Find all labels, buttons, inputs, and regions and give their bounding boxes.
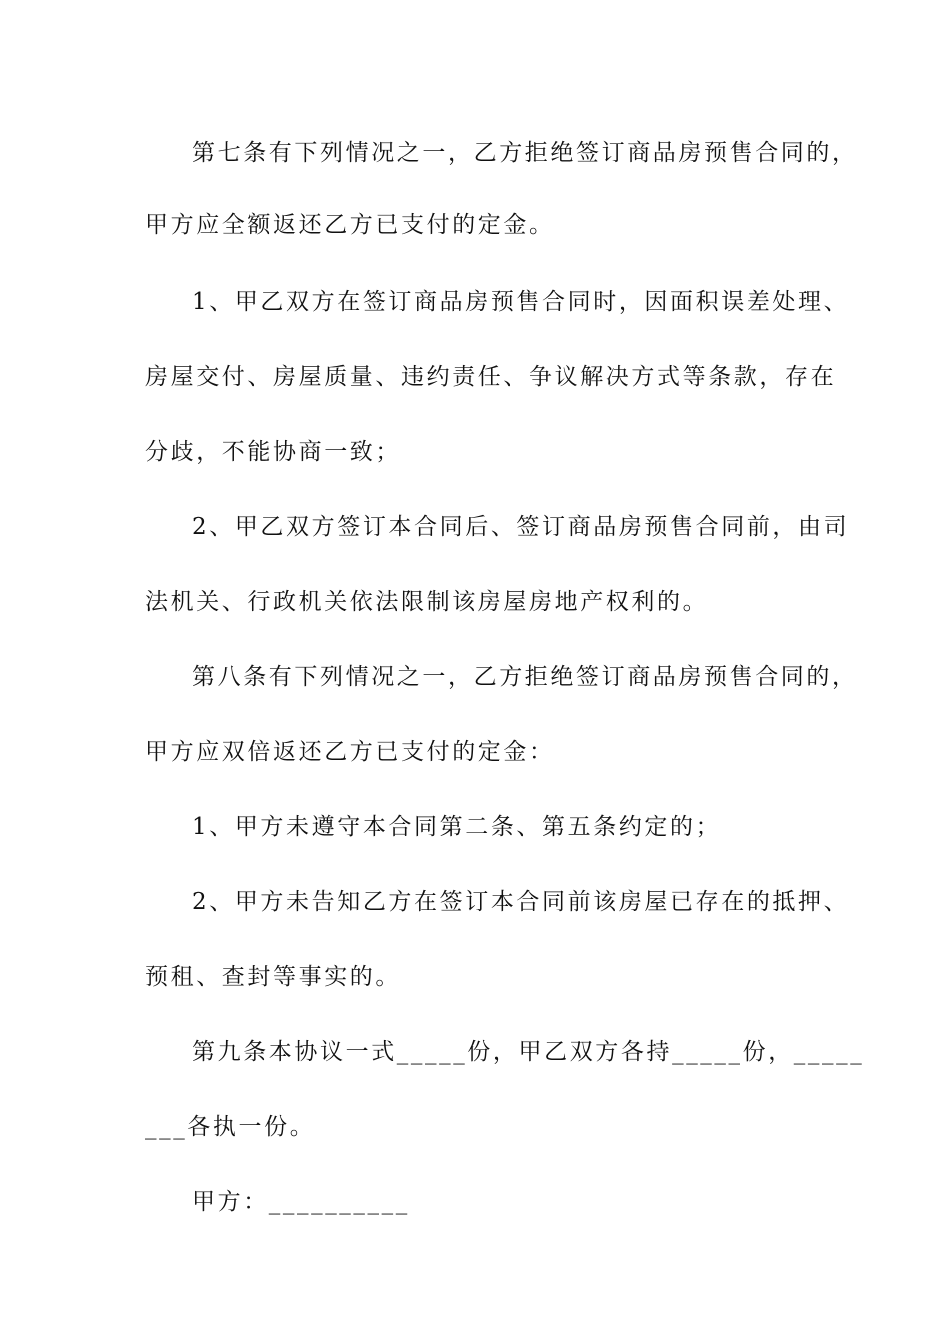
article-8-line-2: 甲方应双倍返还乙方已支付的定金：: [145, 739, 555, 765]
party-a-signature-line: 甲方：__________: [192, 1189, 410, 1215]
article-7-line-1: 第七条有下列情况之一，乙方拒绝签订商品房预售合同的，: [192, 140, 858, 166]
article-7-line-2: 甲方应全额返还乙方已支付的定金。: [145, 212, 555, 238]
article-7-item-1-line-3: 分歧，不能协商一致；: [145, 439, 401, 465]
article-8-item-2-line-1: 2、甲方未告知乙方在签订本合同前该房屋已存在的抵押、: [192, 889, 850, 915]
article-7-item-2-line-1: 2、甲乙双方签订本合同后、签订商品房预售合同前，由司: [192, 514, 850, 540]
article-9-line-2: ___各执一份。: [145, 1114, 316, 1140]
article-8-item-2-line-2: 预租、查封等事实的。: [145, 964, 401, 990]
article-9-line-1: 第九条本协议一式_____份，甲乙双方各持_____份，_____: [192, 1039, 865, 1065]
article-7-item-1-line-1: 1、甲乙双方在签订商品房预售合同时，因面积误差处理、: [192, 289, 850, 315]
article-7-item-2-line-2: 法机关、行政机关依法限制该房屋房地产权利的。: [145, 589, 709, 615]
article-8-line-1: 第八条有下列情况之一，乙方拒绝签订商品房预售合同的，: [192, 664, 858, 690]
article-7-item-1-line-2: 房屋交付、房屋质量、违约责任、争议解决方式等条款，存在: [145, 364, 837, 390]
article-8-item-1: 1、甲方未遵守本合同第二条、第五条约定的；: [192, 814, 722, 840]
